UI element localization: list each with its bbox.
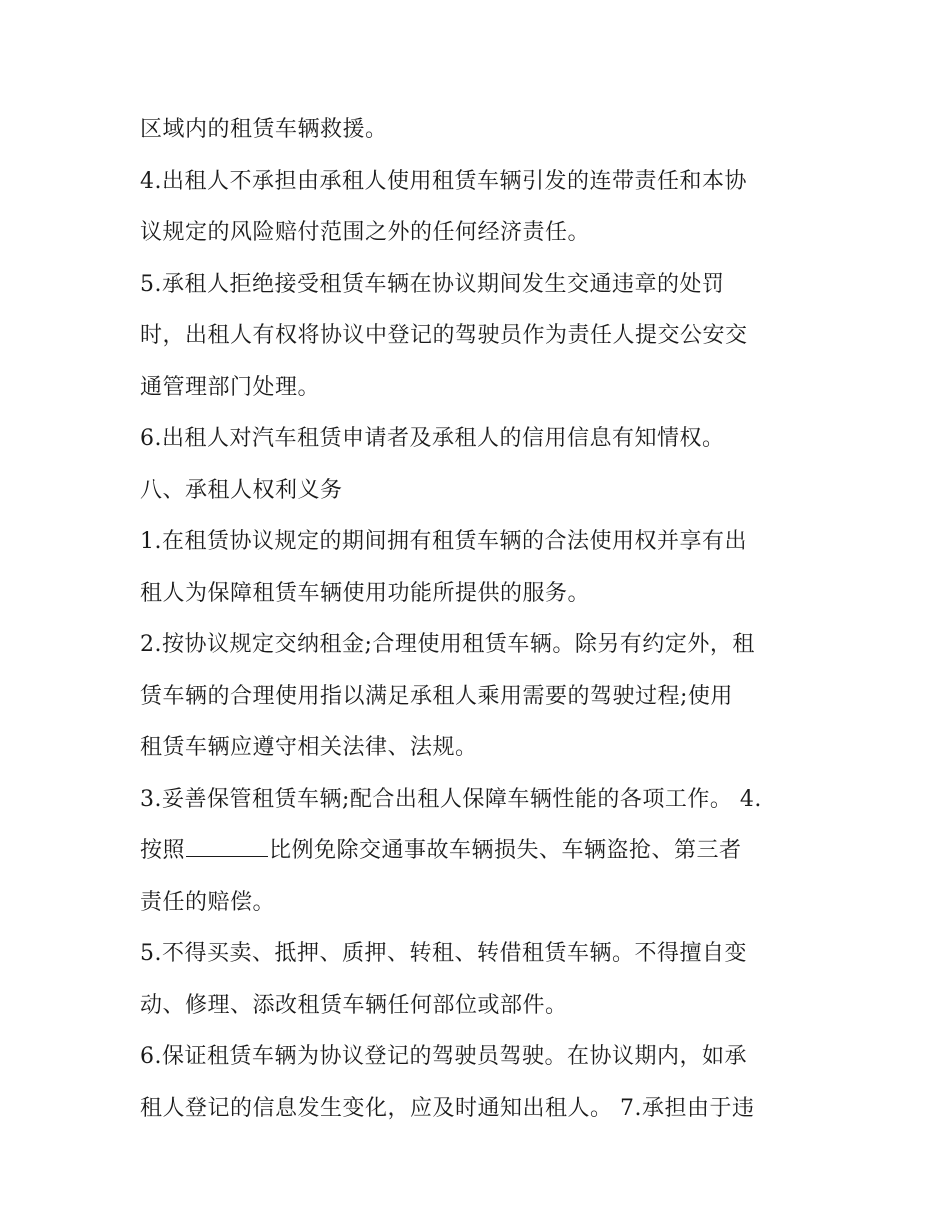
blank-line-before: 按照	[140, 838, 186, 863]
text-line: 4.出租人不承担由承租人使用租赁车辆引发的连带责任和本协	[140, 168, 747, 194]
text-line: 动、修理、添改租赁车辆任何部位或部件。	[140, 992, 568, 1018]
text-line: 区域内的租赁车辆救援。	[140, 117, 388, 142]
section-heading: 八、承租人权利义务	[140, 477, 343, 503]
text-line: 租人为保障租赁车辆使用功能所提供的服务。	[140, 580, 591, 606]
text-line: 租赁车辆应遵守相关法律、法规。	[140, 735, 478, 760]
text-line: 5.不得买卖、抵押、质押、转租、转借租赁车辆。不得擅自变	[140, 941, 747, 966]
text-line: 6.保证租赁车辆为协议登记的驾驶员驾驶。在协议期内，如承	[140, 1044, 747, 1069]
text-line-with-blank	[140, 825, 820, 877]
text-line: 通管理部门处理。	[140, 374, 321, 400]
text-line: 时，出租人有权将协议中登记的驾驶员作为责任人提交公安交	[140, 323, 748, 348]
document-body	[140, 104, 820, 1134]
text-line: 租人登记的信息发生变化，应及时通知出租人。 7.承担由于违	[140, 1095, 755, 1121]
text-line: 赁车辆的合理使用指以满足承租人乘用需要的驾驶过程;使用	[140, 683, 733, 709]
text-line: 议规定的风险赔付范围之外的任何经济责任。	[140, 220, 591, 245]
text-line: 1.在租赁协议规定的期间拥有租赁车辆的合法使用权并享有出	[140, 529, 747, 554]
text-line: 5.承租人拒绝接受租赁车辆在协议期间发生交通违章的处罚	[140, 271, 725, 297]
text-line: 6.出租人对汽车租赁申请者及承租人的信用信息有知情权。	[140, 426, 725, 451]
fill-in-blank	[186, 836, 268, 857]
text-line: 2.按协议规定交纳租金;合理使用租赁车辆。除另有约定外，租	[140, 632, 755, 657]
text-line: 3.妥善保管租赁车辆;配合出租人保障车辆性能的各项工作。 4.	[140, 786, 762, 812]
text-line: 责任的赔偿。	[140, 889, 276, 915]
blank-line-after: 比例免除交通事故车辆损失、车辆盗抢、第三者	[269, 838, 742, 863]
